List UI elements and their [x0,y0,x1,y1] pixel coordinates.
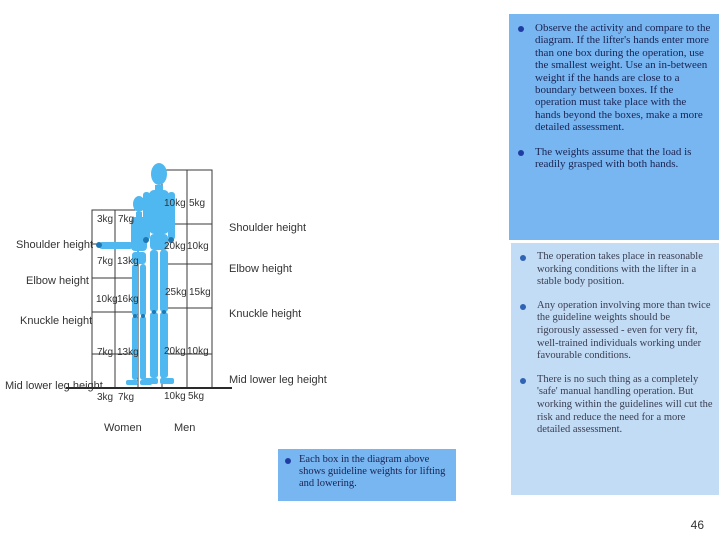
left-label-shoulder-height: Shoulder height [16,239,94,251]
men-box-below-midleg-right: 5kg [188,391,205,402]
men-box-below-midleg-left: 10kg [164,391,186,402]
men-box-elbow-knuckle-right: 15kg [189,287,211,298]
women-box-above-shoulder-left: 3kg [97,214,114,225]
women-box-shoulder-elbow-right: 13kg [117,256,139,267]
conditions-panel [511,243,719,495]
left-label-mid-lower-leg-height: Mid lower leg height [5,380,103,392]
guidance-note-top [509,14,719,240]
conditions-item: There is no such thing as a completely 'safe' manual handling operation. But working within the guidelines will cut the risk and reduce the need for a more detailed assessment. [537,373,713,436]
women-box-elbow-knuckle-left: 10kg [96,294,118,305]
guidance-note-item: The weights assume that the load is readily grasped with both hands. [535,146,713,171]
women-box-knuckle-midleg-left: 7kg [97,347,114,358]
women-box-below-midleg-right: 7kg [118,392,135,403]
women-box-knuckle-midleg-right: 13kg [117,347,139,358]
women-box-above-shoulder-right: 7kg [118,214,135,225]
guidance-note-top-list [509,14,719,170]
guidance-note-bottom-list [278,449,456,491]
left-label-knuckle-height: Knuckle height [20,315,93,327]
right-label-mid-lower-leg-height: Mid lower leg height [229,374,327,386]
right-label-knuckle-height: Knuckle height [229,308,302,320]
conditions-item: Any operation involving more than twice the guideline weights should be rigorously assessed - even for very fit, well-trained individuals working under favourable conditions. [537,300,713,363]
right-label-elbow-height: Elbow height [229,263,292,275]
guidance-note-item: Observe the activity and compare to the diagram. If the lifter's hands enter more than one box during the operation, use the smallest weight. Use an in-between weight if the hands are close to a boundary between boxes. If the operation must take place with the hands beyond the boxes, make a more detailed assessment. [535,22,713,134]
men-box-knuckle-midleg-right: 10kg [187,346,209,357]
men-label: Men [174,422,196,434]
men-box-elbow-knuckle-left: 25kg [165,287,187,298]
women-box-shoulder-elbow-left: 7kg [97,256,114,267]
guidance-note-bottom [278,449,456,501]
men-box-shoulder-elbow-left: 20kg [164,241,186,252]
conditions-list [511,243,719,437]
women-label: Women [104,422,142,434]
conditions-item: The operation takes place in reasonable working conditions with the lifter in a stable body position. [537,251,713,289]
women-box-elbow-knuckle-right: 16kg [117,294,139,305]
men-box-knuckle-midleg-left: 20kg [164,346,186,357]
page-number: 46 [690,518,704,532]
men-box-above-shoulder-left: 10kg [164,198,186,209]
left-label-elbow-height: Elbow height [26,275,89,287]
right-label-shoulder-height: Shoulder height [229,222,307,234]
guidance-note-item: Each box in the diagram above shows guideline weights for lifting and lowering. [299,454,450,491]
lifting-guideline-diagram [0,160,327,440]
men-box-above-shoulder-right: 5kg [189,198,206,209]
women-box-below-midleg-left: 3kg [97,392,114,403]
men-box-shoulder-elbow-right: 10kg [187,241,209,252]
